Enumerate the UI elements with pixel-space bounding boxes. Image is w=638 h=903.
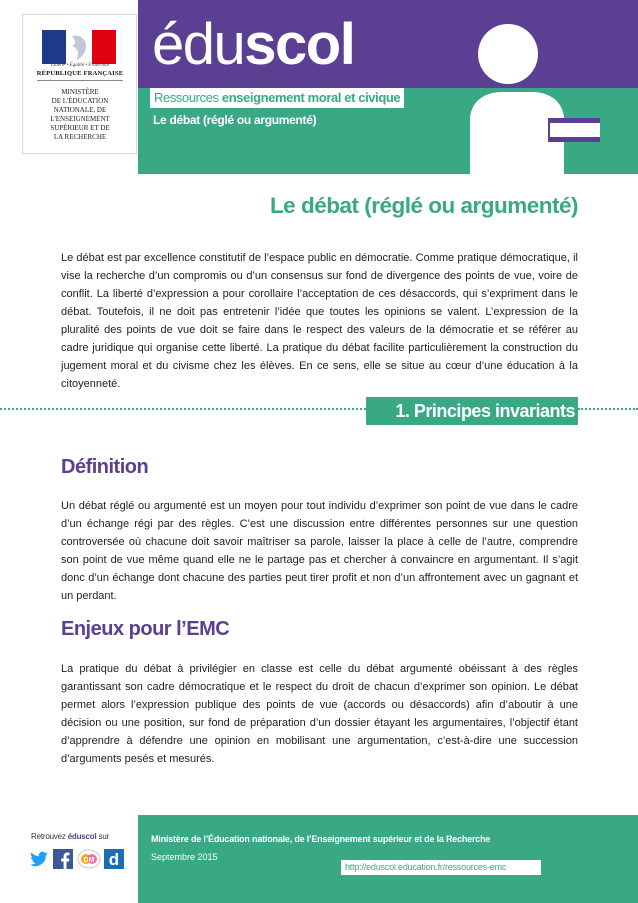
footer-date: Septembre 2015 (151, 852, 218, 862)
eduscol-d-icon[interactable] (104, 849, 124, 869)
enjeux-heading: Enjeux pour l’EMC (61, 618, 230, 640)
svg-text:d: d (108, 850, 120, 869)
svg-text:DM: DM (83, 857, 95, 864)
ministry-name: MINISTÈRE DE L'ÉDUCATION NATIONALE, DE L'ENSEIGNEMENT SUPÉRIEUR ET DE LA RECHERCHE (50, 88, 110, 141)
footer-ministry: Ministère de l’Éducation nationale, de l’Enseignement supérieur et de la Recherche (151, 834, 491, 844)
person-icon (450, 10, 600, 174)
dailymotion-icon[interactable] (77, 849, 101, 869)
find-us-label: Retrouvez éduscol sur (31, 832, 110, 841)
dotted-divider-left (0, 408, 366, 410)
definition-heading: Définition (61, 456, 149, 478)
page-title: Le débat (réglé ou argumenté) (269, 193, 578, 218)
section-banner: 1. Principes invariants (366, 397, 578, 425)
dotted-divider-right (578, 408, 638, 410)
document-subtitle: Le débat (réglé ou argumenté) (153, 113, 317, 127)
facebook-icon[interactable] (53, 849, 73, 869)
enjeux-paragraph: La pratique du débat à privilégier en classe est celle du débat argumenté obéissant à des règles garantissant son cadre démocratique et le respect du droit de chacun d’exprimer son opinion. Le débat permet alors l’expression publique des points de vue (accords ou désaccords) afin d’aboutir à une décision ou une position, sur fond de préparation d’un dossier étayant les argumentaires, l’objectif étant d’apprendre à défendre une opinion en mobilisant une argumentation, c’est-à-dire une succession d’arguments pesés et mesurés. (61, 663, 578, 765)
resource-subtitle: Ressources enseignement moral et civique (150, 88, 404, 108)
eduscol-brand: éduscol (152, 12, 355, 77)
footer-url-link[interactable]: http://eduscol.education.fr/ressources-emc (341, 860, 541, 875)
divider (37, 80, 123, 81)
republic-name: RÉPUBLIQUE FRANÇAISE (36, 70, 124, 77)
ministry-logo (22, 14, 137, 154)
definition-paragraph: Un débat réglé ou argumenté est un moyen pour tout individu d’exprimer son point de vue dans le cadre d’un échange régi par des règles. C’est une discussion entre différentes personnes sur une question controversée où chacune doit savoir maîtriser sa parole, laisser la place à celle de l’autre, comprendre son point de vue même quand elle ne le partage pas et chercher à convaincre en argumentant. Il s’agit donc d’un échange dont chacune des parties peut tirer profit et non d’un affrontement avec un gagnant et un perdant. (61, 500, 578, 602)
intro-paragraph: Le débat est par excellence constitutif de l’espace public en démocratie. Comme pratique démocratique, il vise la recherche d’un compromis ou d’un consensus sur fond de divergence des points de vue, voire de conflit. La liberté d’expression a pour corollaire l’acceptation de ces désaccords, qui s’expriment dans le débat. Toutefois, il ne doit pas entretenir l’idée que toutes les opinions se valent. L’expression de la pluralité des points de vue doit se faire dans le respect des valeurs de la démocratie et se référer au cadre juridique qui organise cette liberté. La pratique du débat facilite particulièrement la construction du jugement moral et du civisme chez les élèves. En ce sens, elle se situe au cœur d’une éducation à la citoyenneté. (61, 252, 578, 390)
republic-motto: Liberté • Égalité • Fraternité (51, 63, 109, 68)
marianne-icon (42, 30, 116, 64)
twitter-icon[interactable] (29, 849, 49, 869)
